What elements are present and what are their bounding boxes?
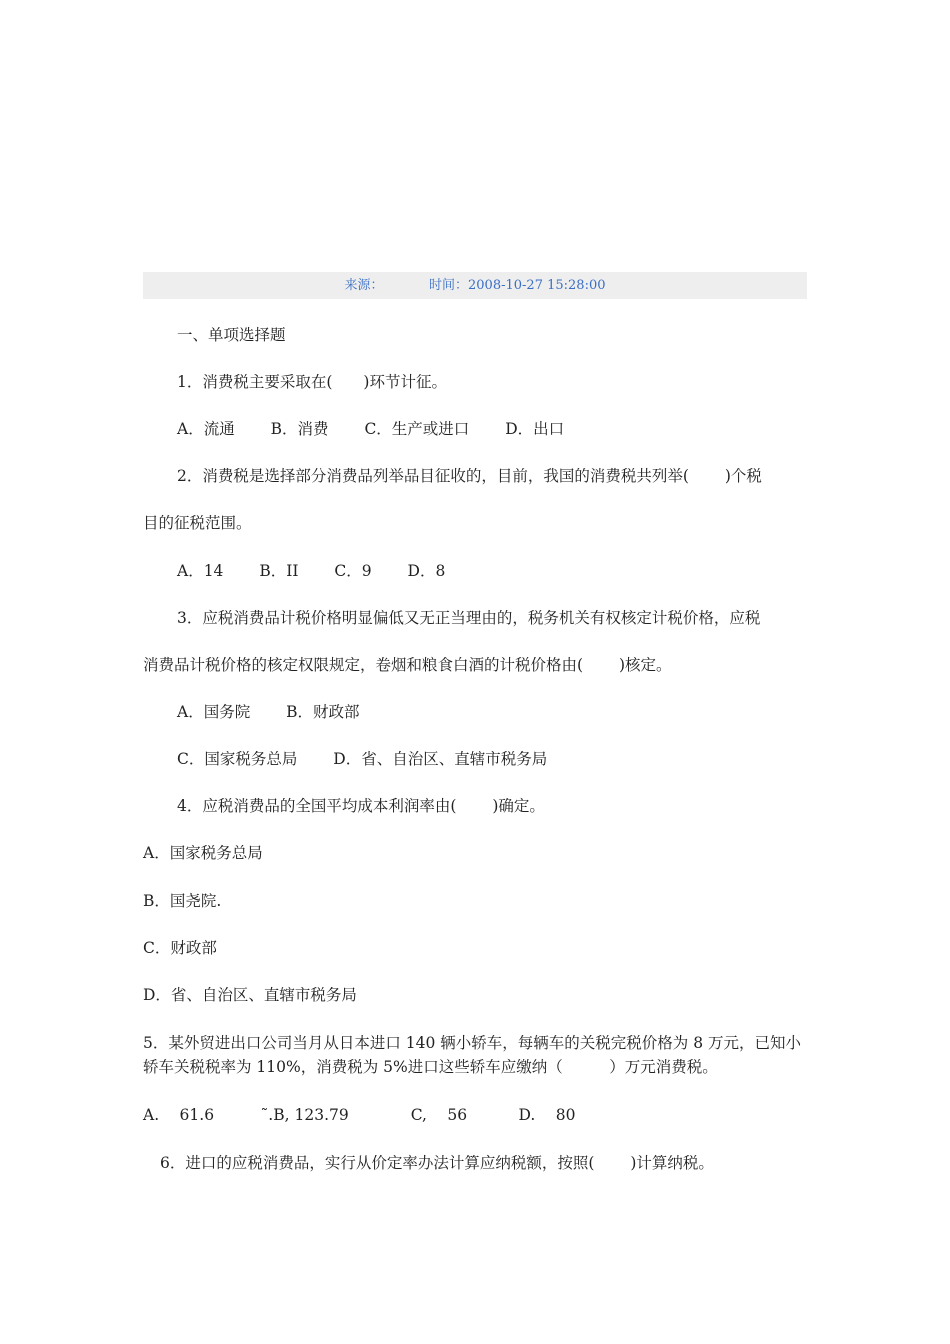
question-5-stem: 5．某外贸进出口公司当月从日本进口 140 辆小轿车，每辆车的关税完税价格为 8 万元，已知小轿车关税税率为 110%，消费税为 5%进口这些轿车应缴纳（ ）万元消费税。 [143, 1034, 802, 1076]
timestamp: 时间：2008-10-27 15:28:00 [429, 278, 606, 293]
question-5-options: A. 61.6 ˜.B, 123.79 C, 56 D. 80 [143, 1106, 576, 1124]
question-3-options-line2: C．国家税务总局 D．省、自治区、直辖市税务局 [177, 750, 548, 768]
question-3-stem-line1: 3．应税消费品计税价格明显偏低又无正当理由的，税务机关有权核定计税价格，应税 [177, 609, 761, 627]
source-label: 来源： [344, 278, 377, 293]
question-2-stem-line2: 目的征税范围。 [143, 514, 252, 532]
question-1-options: A．流通 B．消费 C．生产或进口 D．出口 [177, 420, 565, 438]
question-2-options: A．14 B．II C．9 D．8 [177, 562, 446, 580]
question-3-stem-line2: 消费品计税价格的核定权限规定，卷烟和粮食白酒的计税价格由( )核定。 [143, 656, 672, 674]
question-4-option-a: A．国家税务总局 [143, 844, 263, 862]
question-3-options-line1: A．国务院 B．财政部 [177, 703, 360, 721]
section-title: 一、单项选择题 [177, 326, 286, 344]
question-4-option-b: B．国尧院. [143, 892, 222, 910]
question-4-option-c: C．财政部 [143, 939, 217, 957]
article-meta-bar [143, 272, 807, 299]
question-4-stem: 4．应税消费品的全国平均成本利润率由( )确定。 [177, 797, 545, 815]
question-6-stem: 6．进口的应税消费品，实行从价定率办法计算应纳税额，按照( )计算纳税。 [160, 1154, 714, 1172]
question-1-stem: 1．消费税主要采取在( )环节计征。 [177, 373, 447, 391]
question-2-stem-line1: 2．消费税是选择部分消费品列举品目征收的，目前，我国的消费税共列举( )个税 [177, 467, 762, 485]
question-4-option-d: D．省、自治区、直辖市税务局 [143, 986, 357, 1004]
